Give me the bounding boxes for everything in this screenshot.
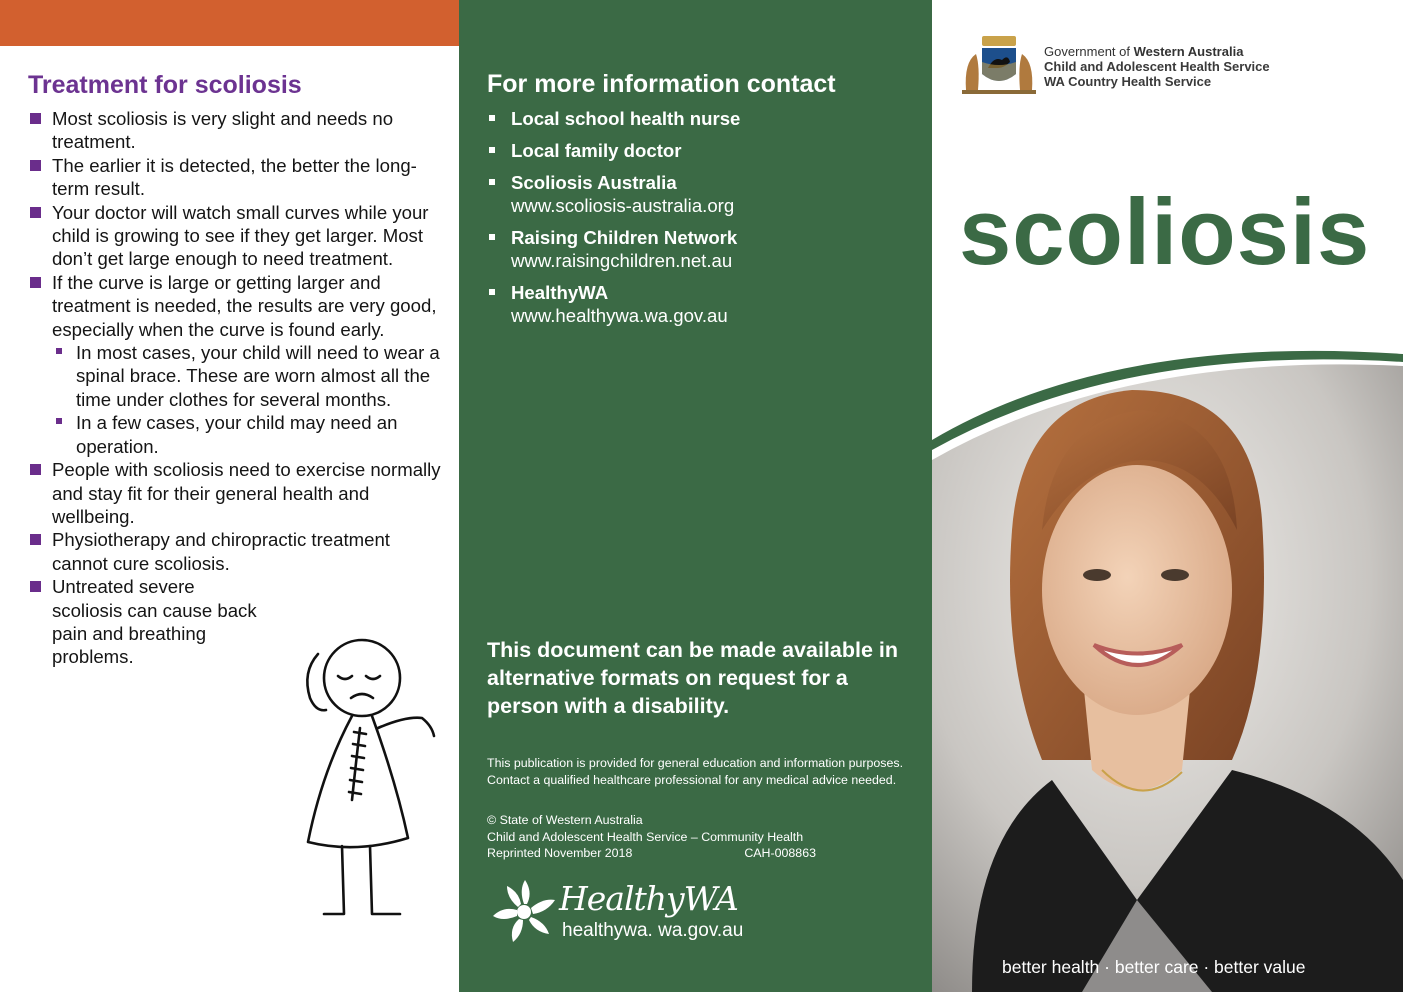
list-item (28, 201, 443, 271)
contact-item (487, 226, 740, 272)
list-item-text: Most scoliosis is very slight and needs no treatment. (52, 108, 394, 153)
middle-panel (459, 0, 932, 992)
bullet-square-icon (489, 234, 495, 240)
contact-item (487, 107, 740, 130)
list-item-text: If the curve is large or getting larger and treatment is needed, the results are very good, especially when the curve is found early. (52, 271, 437, 340)
bullet-square-icon (30, 277, 41, 288)
sub-list-item (52, 411, 443, 458)
contact-list (487, 107, 740, 336)
bullet-square-icon (489, 115, 495, 121)
bullet-square-icon (30, 464, 41, 475)
list-item (28, 528, 443, 575)
contact-name: HealthyWA (511, 282, 609, 303)
bullet-square-icon (489, 147, 495, 153)
list-item (28, 458, 443, 528)
page-title: scoliosis (959, 179, 1371, 284)
contact-name: Scoliosis Australia (511, 172, 677, 193)
health-service-name: Child and Adolescent Health Service (1044, 59, 1270, 74)
left-panel (0, 0, 459, 992)
list-item (28, 154, 443, 201)
bullet-square-icon (489, 179, 495, 185)
bullet-square-icon (30, 534, 41, 545)
cover-photo (932, 340, 1403, 992)
bullet-square-icon (30, 160, 41, 171)
tagline: better health · better care · better value (1002, 957, 1306, 977)
list-item-text: Untreated severe scoliosis can cause back pain and breathing problems. (52, 576, 257, 668)
orange-header-bar (0, 0, 459, 46)
list-item-text: Physiotherapy and chiropractic treatment cannot cure scoliosis. (52, 529, 390, 574)
contact-item (487, 139, 740, 162)
bullet-small-square-icon (56, 348, 62, 354)
right-panel (932, 0, 1403, 992)
contact-name: Local school health nurse (511, 108, 741, 129)
contact-url-link[interactable]: www.scoliosis-australia.org (511, 195, 735, 216)
healthywa-url-link[interactable]: healthywa. wa.gov.au (562, 920, 744, 941)
government-line (1044, 44, 1270, 59)
contact-heading: For more information contact (487, 70, 836, 98)
sub-list (52, 341, 443, 458)
list-item-text: People with scoliosis need to exercise normally and stay fit for their general health and wellbeing. (52, 459, 441, 527)
alternative-formats-notice: This document can be made available in alternative formats on request for a person with a disability. (487, 638, 899, 718)
contact-name: Raising Children Network (511, 227, 738, 248)
list-item (28, 107, 443, 154)
service-line: Child and Adolescent Health Service – Community Health (487, 829, 804, 844)
bullet-square-icon (489, 289, 495, 295)
copyright-block (487, 812, 917, 862)
contact-url-link[interactable]: www.healthywa.wa.gov.au (511, 305, 728, 326)
list-item-text: Your doctor will watch small curves while your child is growing to see if they get larger. Most don’t get large enough to need treatment. (52, 201, 429, 270)
copyright-line: © State of Western Australia (487, 813, 643, 827)
sub-list-item-text: In a few cases, your child may need an operation. (76, 412, 398, 457)
bullet-square-icon (30, 581, 41, 592)
wa-coat-of-arms-icon (958, 32, 1040, 98)
contact-url-link[interactable]: www.raisingchildren.net.au (511, 250, 733, 271)
healthywa-brand: HealthyWA (559, 879, 738, 918)
government-branding (1044, 44, 1270, 89)
contact-item (487, 171, 740, 217)
sub-list-item (52, 341, 443, 411)
list-item (28, 271, 443, 458)
country-health-service-name: WA Country Health Service (1044, 74, 1212, 89)
government-prefix: Government of (1044, 44, 1134, 59)
list-item-text: The earlier it is detected, the better the long-term result. (52, 154, 417, 200)
bullet-square-icon (30, 207, 41, 218)
list-item (28, 575, 268, 669)
bullet-small-square-icon (56, 418, 62, 424)
disclaimer-text: This publication is provided for general education and information purposes. Contact a qualified healthcare professional for any medical advice needed. (487, 756, 904, 787)
reprint-date: Reprinted November 2018 (487, 846, 633, 860)
healthywa-flower-icon (489, 876, 559, 946)
sub-list-item-text: In most cases, your child will need to wear a spinal brace. These are worn almost all the time under clothes for several months. (76, 342, 440, 410)
government-state: Western Australia (1133, 44, 1244, 59)
treatment-heading: Treatment for scoliosis (28, 71, 302, 99)
contact-item (487, 281, 740, 327)
stick-figure-illustration (296, 632, 446, 922)
contact-name: Local family doctor (511, 140, 682, 161)
document-code: CAH-008863 (744, 846, 816, 860)
treatment-list (28, 107, 443, 669)
bullet-square-icon (30, 113, 41, 124)
reprint-row (487, 845, 917, 862)
